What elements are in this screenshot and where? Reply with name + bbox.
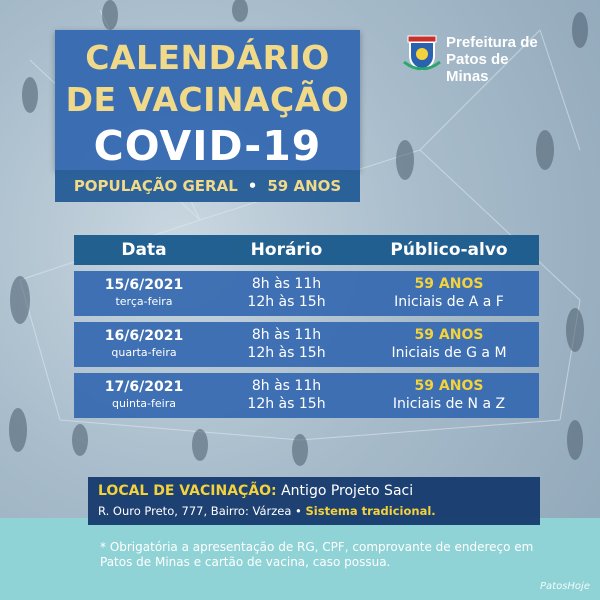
row-hour-2: 12h às 15h [247,345,326,361]
row-date: 16/6/2021 [104,328,184,344]
row-hour-1: 8h às 11h [251,378,322,394]
schedule-table [74,235,539,424]
location-line [98,483,413,499]
row-date: 17/6/2021 [104,379,184,395]
row-age: 59 ANOS [414,378,484,394]
subtitle-separator: • [247,177,258,195]
row-weekday: quinta-feira [112,397,176,410]
row-hour-1: 8h às 11h [251,327,322,343]
row-date: 15/6/2021 [104,277,184,293]
header-time: Horário [250,240,323,260]
row-initials: Iniciais de N a Z [392,396,506,412]
location-place: Antigo Projeto Saci [281,483,414,499]
table-row [74,322,539,367]
location-label: LOCAL DE VACINAÇÃO: [98,483,277,499]
location-panel [88,477,540,525]
table-header [74,235,539,265]
row-age: 59 ANOS [414,276,484,292]
title-line-1: CALENDÁRIO [85,38,330,77]
address-line [98,504,436,518]
header-audience: Público-alvo [390,240,508,260]
subtitle-age: 59 ANOS [267,177,342,195]
logo-line-2: Patos de Minas [446,51,509,85]
subtitle-population: POPULAÇÃO GERAL [73,177,238,195]
logo-text [446,34,552,85]
location-system: Sistema tradicional [305,504,432,518]
row-hour-1: 8h às 11h [251,276,322,292]
title-line-2: DE VACINAÇÃO [65,80,350,119]
watermark: PatosHoje [540,581,590,592]
location-dot: . [431,504,436,518]
prefeitura-logo [402,30,552,85]
row-weekday: terça-feira [115,295,173,308]
row-initials: Iniciais de A a F [394,294,504,310]
row-initials: Iniciais de G a M [391,345,507,361]
title-panel [55,30,360,170]
header-date: Data [121,240,167,260]
requirements-note: * Obrigatória a apresentação de RG, CPF, comprovante de endereço em Patos de Minas e cartão de vacina, caso possua. [100,540,534,569]
row-hour-2: 12h às 15h [247,294,326,310]
title-line-3: COVID-19 [93,122,322,170]
table-row [74,373,539,418]
logo-line-1: Prefeitura de [446,34,538,51]
row-age: 59 ANOS [414,327,484,343]
subtitle-banner [55,170,360,202]
table-row [74,271,539,316]
row-weekday: quarta-feira [111,346,177,359]
row-hour-2: 12h às 15h [247,396,326,412]
city-seal-icon [402,32,442,72]
location-address: R. Ouro Preto, 777, Bairro: Várzea • [98,504,302,518]
